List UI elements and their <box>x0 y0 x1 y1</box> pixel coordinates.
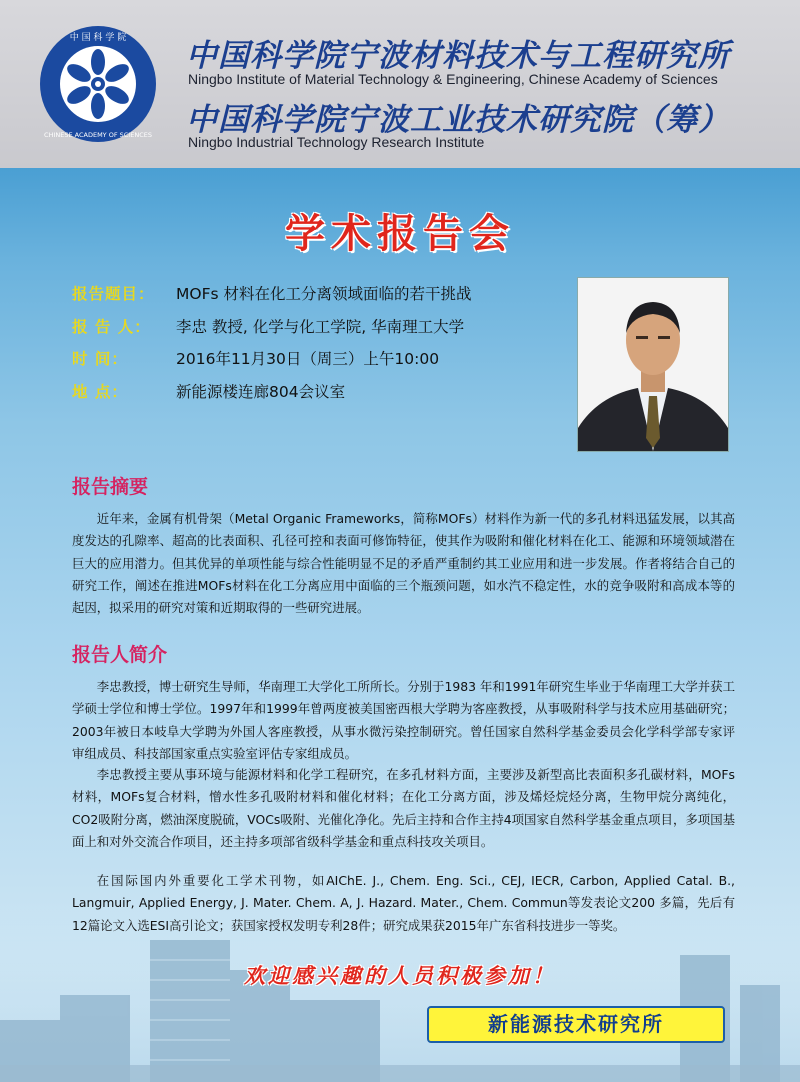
bio-paragraph: 在国际国内外重要化工学术刊物，如AIChE. J., Chem. Eng. Sci., CEJ, IECR, Carbon, Applied Catal. B., Langmuir, Applied Energy, J. Mater. Chem. A, J. Hazard. Mater., Chem. Commun等发表论文200 多篇，先后有12篇论文入选ESI高引论文；获国家授权发明专利28件；研究成果获2015年广东省科技进步一等奖。 <box>72 873 735 933</box>
header-banner <box>0 0 800 168</box>
abstract-heading: 报告摘要 <box>72 476 149 498</box>
info-value: 2016年11月30日（周三）上午10:00 <box>176 350 440 368</box>
info-value: 新能源楼连廊804会议室 <box>176 382 346 401</box>
welcome-message: 欢迎感兴趣的人员积极参加！ <box>244 963 556 988</box>
info-row-location <box>72 380 472 413</box>
bio-heading: 报告人简介 <box>72 644 168 666</box>
poster-title: 学术报告会 <box>285 210 515 257</box>
info-row-time <box>72 347 472 380</box>
speaker-photo <box>577 277 729 452</box>
info-value: 李忠 教授, 化学与化工学院, 华南理工大学 <box>176 317 465 336</box>
info-label: 报告题目： <box>72 285 155 303</box>
info-label: 报 告 人： <box>72 317 151 336</box>
bio-paragraph: 李忠教授主要从事环境与能源材料和化学工程研究，在多孔材料方面，主要涉及新型高比表面积多孔碳材料，MOFs材料，MOFs复合材料，憎水性多孔吸附材料和催化材料；在化工分离方面，涉及烯烃烷烃分离，生物甲烷分离纯化，CO2吸附分离，燃油深度脱硫，VOCs吸附、光催化净化。先后主持和合作主持4项国家自然科学基金重点项目，多项国基面上和对外交流合作项目，还主持多项部省级科学基金和重点科技攻关项目。 <box>72 767 735 849</box>
svg-text:中 国 科 学 院: 中 国 科 学 院 <box>69 33 127 43</box>
svg-text:CHINESE ACADEMY OF SCIENCES: CHINESE ACADEMY OF SCIENCES <box>44 131 152 139</box>
talk-info <box>72 282 472 412</box>
department-badge: 新能源技术研究所 <box>427 1006 725 1043</box>
bio-paragraph: 李忠教授，博士研究生导师，华南理工大学化工所所长。分别于1983 年和1991年研究生毕业于华南理工大学并获工学硕士学位和博士学位。1997年和1999年曾两度被美国密西根大学聘为客座教授，从事吸附科学与技术应用基础研究；2003年被日本岐阜大学聘为外国人客座教授，从事水微污染控制研究。曾任国家自然科学基金委员会化学科学部专家评审组成员、科技部国家重点实验室评估专家组成员。 <box>72 679 735 761</box>
org1-en: Ningbo Institute of Material Technology & Engineering, Chinese Academy of Sciences <box>188 71 718 87</box>
info-value: MOFs 材料在化工分离领域面临的若干挑战 <box>176 285 472 303</box>
info-label: 地 点： <box>72 382 128 401</box>
abstract-text: 近年来，金属有机骨架（Metal Organic Frameworks，简称MOFs）材料作为新一代的多孔材料迅猛发展，以其高度发达的孔隙率、超高的比表面积、孔径可控和表面可修饰特征，使其作为吸附和催化材料在化工、能源和环境领域潜在巨大的应用潜力。但其优异的单项性能与综合性能明显不足的矛盾严重制约其工业应用和进一步发展。作者将结合自己的研究工作，阐述在推进MOFs材料在化工分离应用中面临的三个瓶颈问题，如水汽不稳定性，水的竞争吸附和高成本等的起因，拟采用的研究对策和近期取得的一些研究进展。 <box>72 511 735 616</box>
cas-logo <box>38 24 158 144</box>
info-label: 时 间： <box>72 350 128 368</box>
org2-cn: 中国科学院宁波工业技术研究院（筹） <box>186 102 730 138</box>
info-row-topic <box>72 282 472 315</box>
org1-cn: 中国科学院宁波材料技术与工程研究所 <box>186 38 730 74</box>
info-row-speaker <box>72 315 472 348</box>
org2-en: Ningbo Industrial Technology Research Institute <box>188 134 485 150</box>
